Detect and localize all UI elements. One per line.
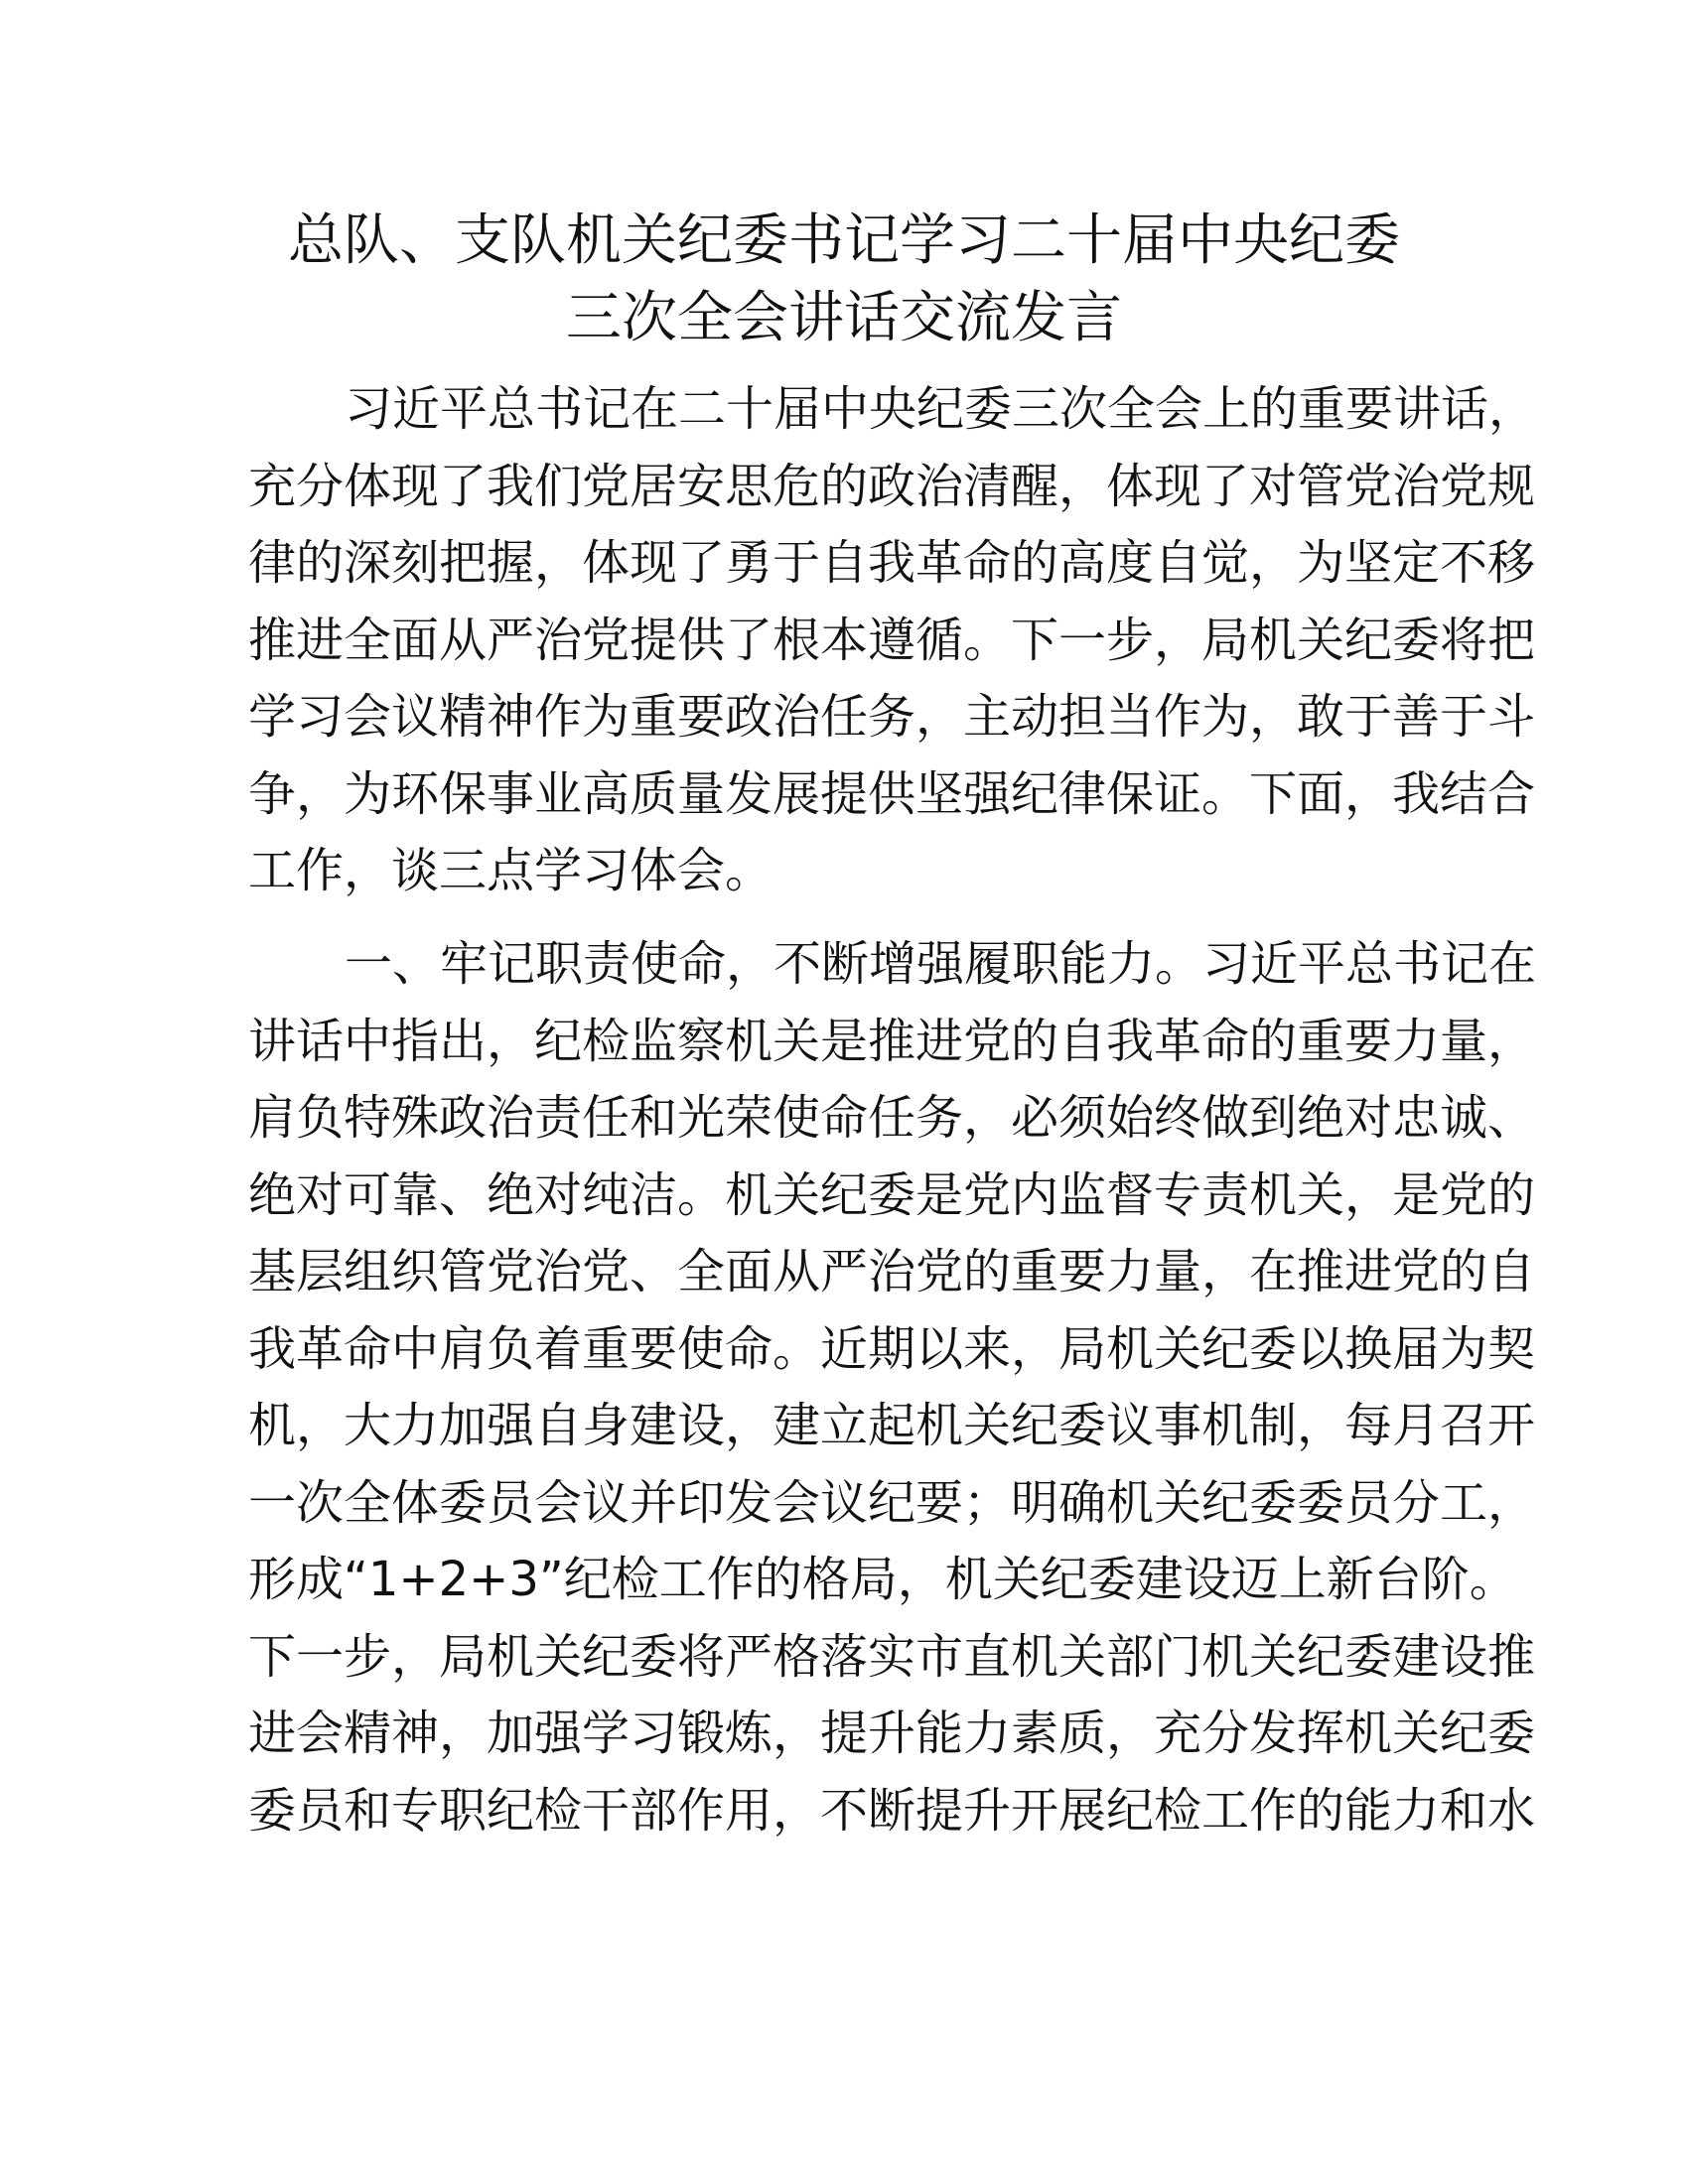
text-line: 律的深刻把握，体现了勇于自我革命的高度自觉，为坚定不移: [248, 535, 1536, 591]
text-line: 工作，谈三点学习体会。: [248, 843, 774, 898]
text-line: 机，大力加强自身建设，建立起机关纪委议事机制，每月召开: [248, 1398, 1536, 1453]
text-line: 基层组织管党治党、全面从严治党的重要力量，在推进党的自: [248, 1244, 1536, 1299]
text-line: 充分体现了我们党居安思危的政治清醒，体现了对管党治党规: [248, 458, 1536, 514]
title-line: 三次全会讲话交流发言: [566, 286, 1122, 350]
text-line: 一、牢记职责使命，不断增强履职能力。习近平总书记在: [345, 936, 1537, 992]
text-line: 绝对可靠、绝对纯洁。机关纪委是党内监督专责机关，是党的: [248, 1166, 1536, 1223]
text-line: 肩负特殊政治责任和光荣使命任务，必须始终做到绝对忠诚、: [248, 1090, 1536, 1146]
document-title: [228, 203, 1460, 357]
title-line: 总队、支队机关纪委书记学习二十届中央纪委: [288, 208, 1400, 273]
text-line: 我革命中肩负着重要使命。近期以来，局机关纪委以换届为契: [248, 1320, 1536, 1377]
text-line: 习近平总书记在二十届中央纪委三次全会上的重要讲话，: [345, 381, 1537, 437]
text-line: 学习会议精神作为重要政治任务，主动担当作为，敢于善于斗: [248, 689, 1536, 745]
text-line: 推进全面从严治党提供了根本遵循。下一步，局机关纪委将把: [248, 612, 1536, 668]
text-line: 一次全体委员会议并印发会议纪要；明确机关纪委委员分工，: [248, 1474, 1536, 1531]
text-line: 争，为环保事业高质量发展提供坚强纪律保证。下面，我结合: [248, 765, 1536, 822]
text-line: 进会精神，加强学习锻炼，提升能力素质，充分发挥机关纪委: [248, 1706, 1536, 1761]
text-line: 下一步，局机关纪委将严格落实市直机关部门机关纪委建设推: [248, 1628, 1536, 1685]
text-line: 讲话中指出，纪检监察机关是推进党的自我革命的重要力量，: [248, 1013, 1536, 1069]
paragraph-intro: [248, 371, 1537, 910]
paragraph-section-one: [248, 926, 1537, 1849]
text-line: 委员和专职纪检干部作用，不断提升开展纪检工作的能力和水: [248, 1782, 1536, 1839]
text-line: 形成“1+2+3”纪检工作的格局，机关纪委建设迈上新台阶。: [248, 1552, 1517, 1607]
